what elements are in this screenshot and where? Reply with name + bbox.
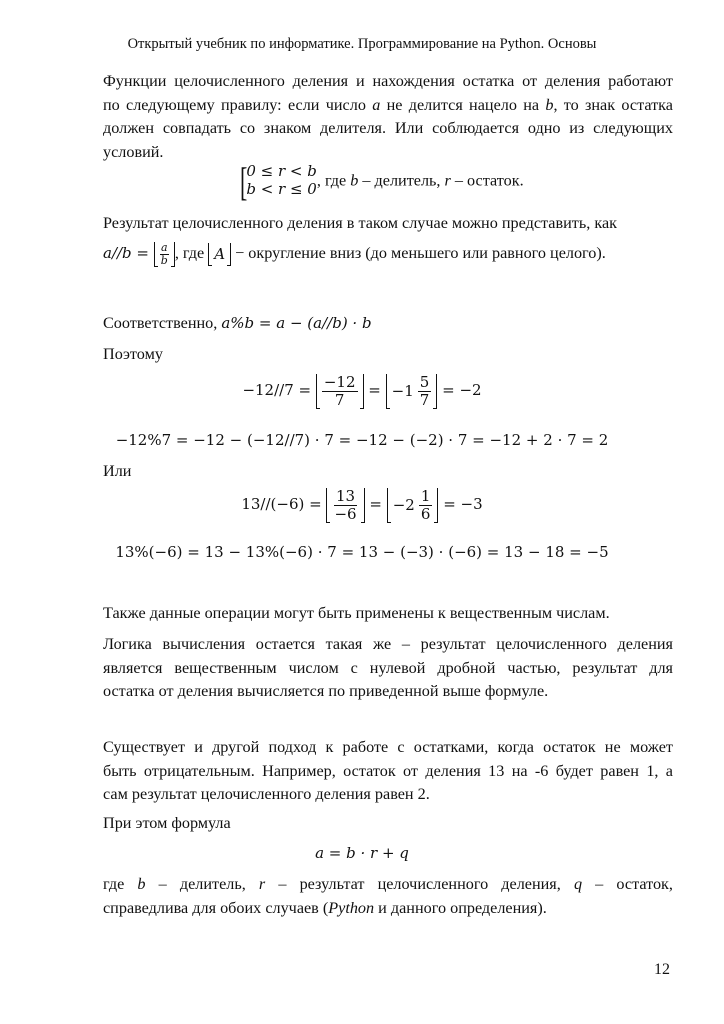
modulo-definition: Соответственно, a%b = a − (a//b) · b bbox=[103, 314, 372, 332]
paragraph-logic: Логика вычисления остается такая же – результат целочисленного деления является вещественным числом с нулевой дробной частью, результат для остатка от деления вычисляется по приведенной выше формуле. bbox=[103, 635, 673, 700]
example-mod-1: −12%7 = −12 − (−12//7) · 7 = −12 − (−2) · 7 = −12 + 2 · 7 = 2 bbox=[115, 431, 609, 449]
example-mod-2: 13%(−6) = 13 − 13%(−6) · 7 = 13 − (−3) · (−6) = 13 − 18 = −5 bbox=[115, 543, 609, 561]
condition-system: [ 0 ≤ r < b b < r ≤ 0 , где b – делитель, r – остаток. bbox=[237, 162, 524, 202]
paragraph-other-approach: Существует и другой подход к работе с остатками, когда остаток не может быть отрицательным. Например, остаток от деления 13 на -6 будет равен 1, а сам результат целочисленного деления равен 2. bbox=[103, 738, 673, 803]
floor-definition: a//b = $\frac{a}{b}$ , где A − округление вниз (до меньшего или равного целого). bbox=[103, 241, 606, 267]
paragraph-where: где b – делитель, r – результат целочисленного деления, q – остаток, справедлива для обоих случаев (Python и данного определения). bbox=[103, 875, 673, 917]
example-floor-div-1: −12//7 = $\frac{-12}{7}$ = −1 $\frac{5}{7}$ = −2 bbox=[242, 373, 482, 409]
paragraph-formula-intro: При этом формула bbox=[103, 814, 231, 832]
cases-block: [ 0 ≤ r < b b < r ≤ 0 bbox=[239, 159, 317, 204]
page-header: Открытый учебник по информатике. Программирование на Python. Основы bbox=[127, 36, 597, 52]
paragraph-therefore: Поэтому bbox=[103, 345, 163, 363]
condition-row-1: 0 ≤ r < b bbox=[246, 162, 317, 180]
paragraph-real-numbers: Также данные операции могут быть применены к вещественным числам. bbox=[103, 604, 610, 622]
paragraph-or: Или bbox=[103, 462, 132, 480]
paragraph-result: Результат целочисленного деления в таком случае можно представить, как bbox=[103, 214, 617, 232]
floor-bracket: $\frac{a}{b}$ bbox=[154, 242, 175, 267]
paragraph-rules: Функции целочисленного деления и нахождения остатка от деления работают по следующему правилу: если число a не делится нацело на b, то знак остатка должен совпадать со знаком делителя. Или соблюдается одно из следующих условий. bbox=[103, 72, 673, 161]
example-floor-div-2: 13//(−6) = $\frac{13}{-6}$ = −2 $\frac{1}{6}$ = −3 bbox=[241, 487, 483, 523]
page-number: 12 bbox=[654, 961, 670, 978]
formula-main: a = b · r + q bbox=[315, 844, 409, 862]
condition-row-2: b < r ≤ 0 bbox=[246, 180, 317, 198]
